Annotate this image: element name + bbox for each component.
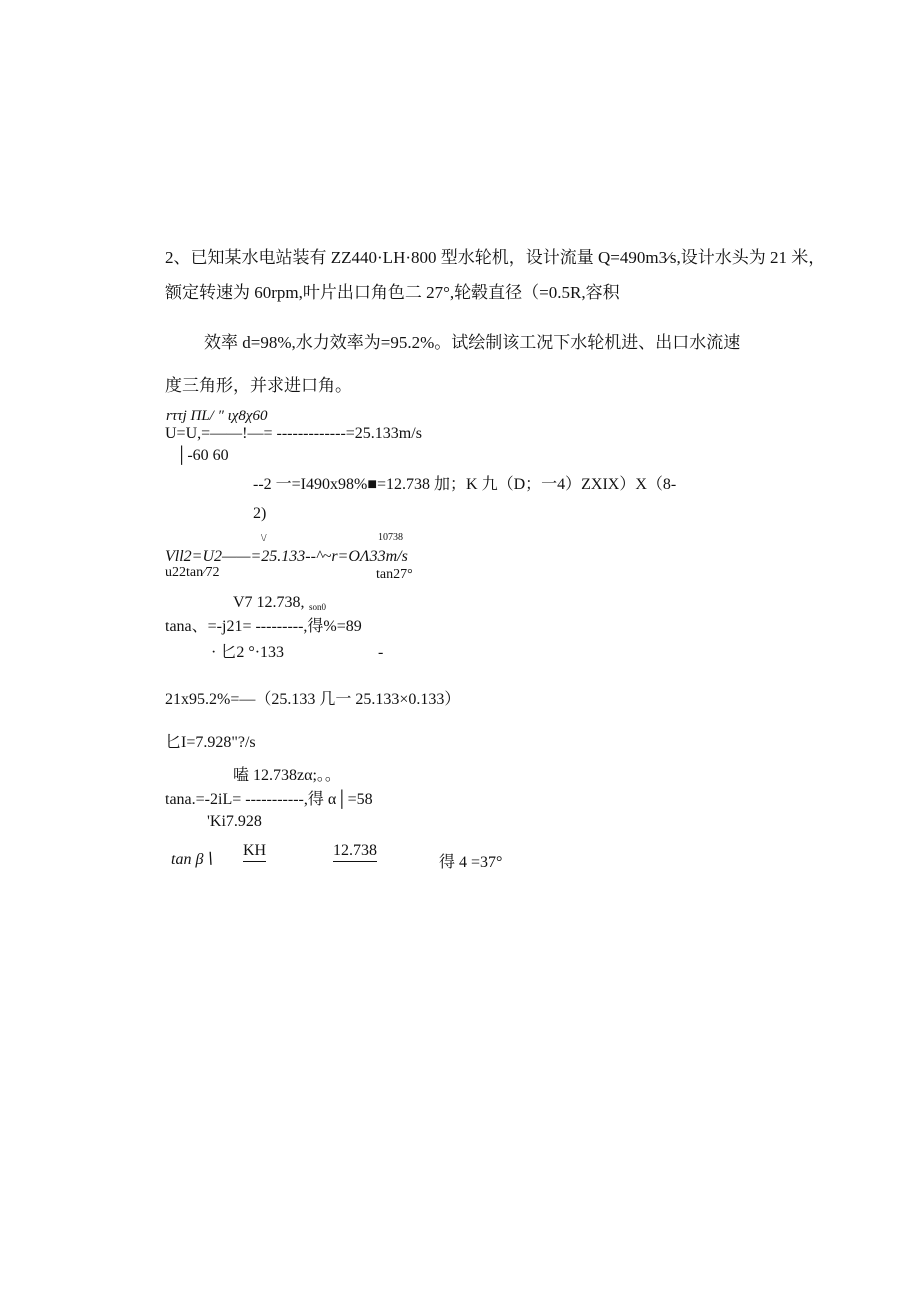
solution-alpha1-formula: tana.=-2iL= -----------,得 α│=58 [165,791,373,808]
solution-alpha1-numerator: 嗑 12.738zα;。。 [233,767,341,784]
solution-vu2-denominator: u22tan⁄72 [165,565,220,580]
solution-u-formula: U=U,=——!—= -------------=25.133m/s [165,425,422,442]
solution-u-formula-numerator: rττj ΠL/ ″ ιχ8χ60 [166,408,268,424]
solution-alpha1-denominator: 'Ki7.928 [207,813,262,830]
solution-alpha2-denominator: · 匕2 °·133 [211,644,285,661]
solution-alpha2-dash: - [378,644,384,661]
problem-line-3: 效率 d=98%,水力效率为=95.2%。试绘制该工况下水轮机进、出口水流速 [204,333,741,352]
solution-vu2-formula: Vll2=U2——=25.133--^~r=OΛ33m/s [165,548,408,565]
problem-line-4: 度三角形，并求进口角。 [165,376,352,395]
solution-vu1-result: 匕I=7.928"?/s [165,734,256,751]
solution-beta1-fraction-a: KH [243,843,266,862]
solution-alpha2-numerator-sub: son0 [309,602,327,612]
solution-u-formula-denominator: │-60 60 [176,447,229,464]
solution-vu2-mark: \/ [261,533,267,544]
solution-vu2-numerator: 10738 [378,532,403,543]
solution-efficiency-equation: 21x95.2%=—（25.133 几一 25.133×0.133） [165,691,461,708]
solution-axial-velocity-cont: 2) [253,505,267,522]
solution-axial-velocity: --2 一=I490x98%■=12.738 加；K 九（D；一4）ZXIX）X（8- [253,476,677,493]
solution-vu2-denominator-tan: tan27° [376,567,413,582]
problem-line-1: 2、已知某水电站装有 ZZ440·LH·800 型水轮机，设计流量 Q=490m3⁄s,设计水头为 21 米， [165,248,826,267]
solution-alpha2-numerator: V7 12.738, [233,594,305,611]
solution-beta1-label: tan β∖ [171,851,214,868]
problem-line-2: 额定转速为 60rpm,叶片出口角色二 27°,轮毂直径（=0.5R,容积 [165,283,620,302]
solution-beta1-fraction-b: 12.738 [333,843,377,862]
solution-alpha2-formula: tana、=-j21= ---------,得%=89 [165,618,362,635]
solution-beta1-result: 得 4 =37° [439,854,503,871]
